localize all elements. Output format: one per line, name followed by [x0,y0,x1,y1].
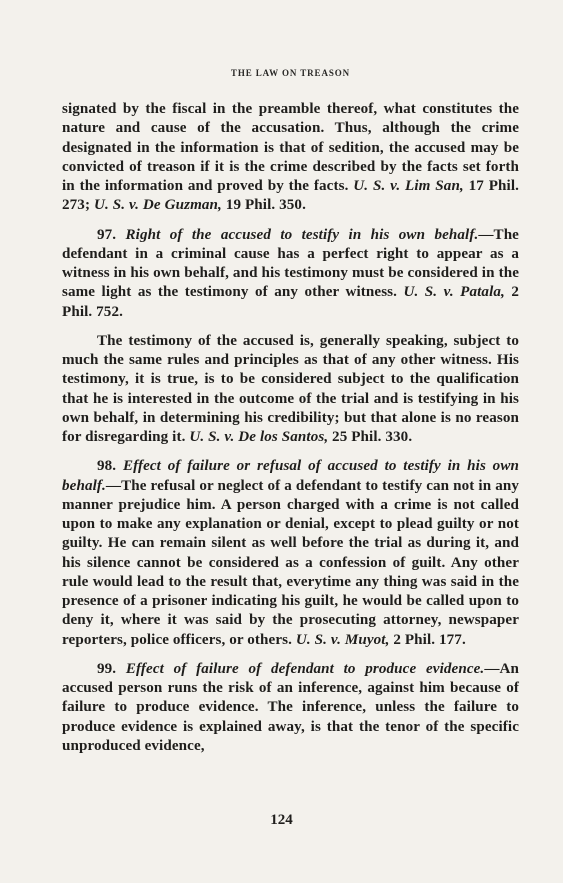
paragraph-4-section-98 [62,457,519,650]
running-head: THE LAW ON TREASON [230,68,351,78]
page-number: 124 [270,812,293,828]
body-text-run: 97. [97,226,126,243]
body-text-run: 2 Phil. 752. [62,284,519,320]
italic-text: U. S. v. Lim San, [353,178,464,194]
paragraph-5-section-99 [62,660,519,756]
body-text-run: The testimony of the accused is, generally speaking, subject to much the same rules and principles as that of any other witness. His testimony, it is true, is to be considered subject to the qualification that he is interested in the outcome of the trial and is testifying in his own behalf, in determining his credibility; but that alone is no reason for disregarding it. [62,332,519,445]
body-text-run: —An accused person runs the risk of an inference, against him because of failure to produce evidence. The inference, unless the failure to produce evidence is explained away, is that the tenor of the specific unproduced evidence, [62,660,520,754]
body-text-run: 19 Phil. 350. [221,197,306,214]
italic-text: Right of the accused to testify in his own behalf. [125,226,479,243]
body-text [62,100,519,756]
italic-text: Effect of failure or refusal of accused to testify in his own behalf. [62,458,519,494]
paragraph-2-section-97 [62,226,519,322]
body-text-run: —The refusal or neglect of a defendant to testify can not in any manner prejudice him. A person charged with a crime is not called upon to make any explanation or denial, except to plead guilty or not guilty. He can remain silent as well before the trial as during it, and his silence cannot be considered as a confession of guilt. Any other rule would lead to the result that, everytime any thing was said in the presence of a prisoner indicating his guilt, he would be called upon to deny it, where it was said by the prosecuting attorney, newspaper reporters, police officers, or others. [62,477,519,648]
body-text-run: 25 Phil. 330. [328,429,413,445]
body-text-run: 99. [97,660,126,677]
body-text-run: 98. [97,458,123,475]
body-text-run: —The defendant in a criminal cause has a perfect right to appear as a witness in his own behalf, and his testimony must be considered in the same light as the testimony of any other witness. [62,226,519,301]
body-text-run: signated by the fiscal in the preamble thereof, what constitutes the nature and cause of the accusation. Thus, although the crime designated in the information is that of sedition, the accused may be convicted of treason if it is the crime described by the facts set forth in the information and proved by the facts. [62,101,519,194]
paragraph-1 [62,100,519,216]
italic-text: U. S. v. De los Santos, [189,429,329,445]
paragraph-3 [62,332,519,448]
italic-text: U. S. v. De Guzman, [93,197,222,214]
italic-text: U. S. v. Patala, [403,284,505,301]
body-text-run: 2 Phil. 177. [389,631,466,648]
body-text-run: 17 Phil. 273; [62,178,519,214]
italic-text: U. S. v. Muyot, [295,631,390,648]
italic-text: Effect of failure of defendant to produce evidence. [125,660,485,677]
